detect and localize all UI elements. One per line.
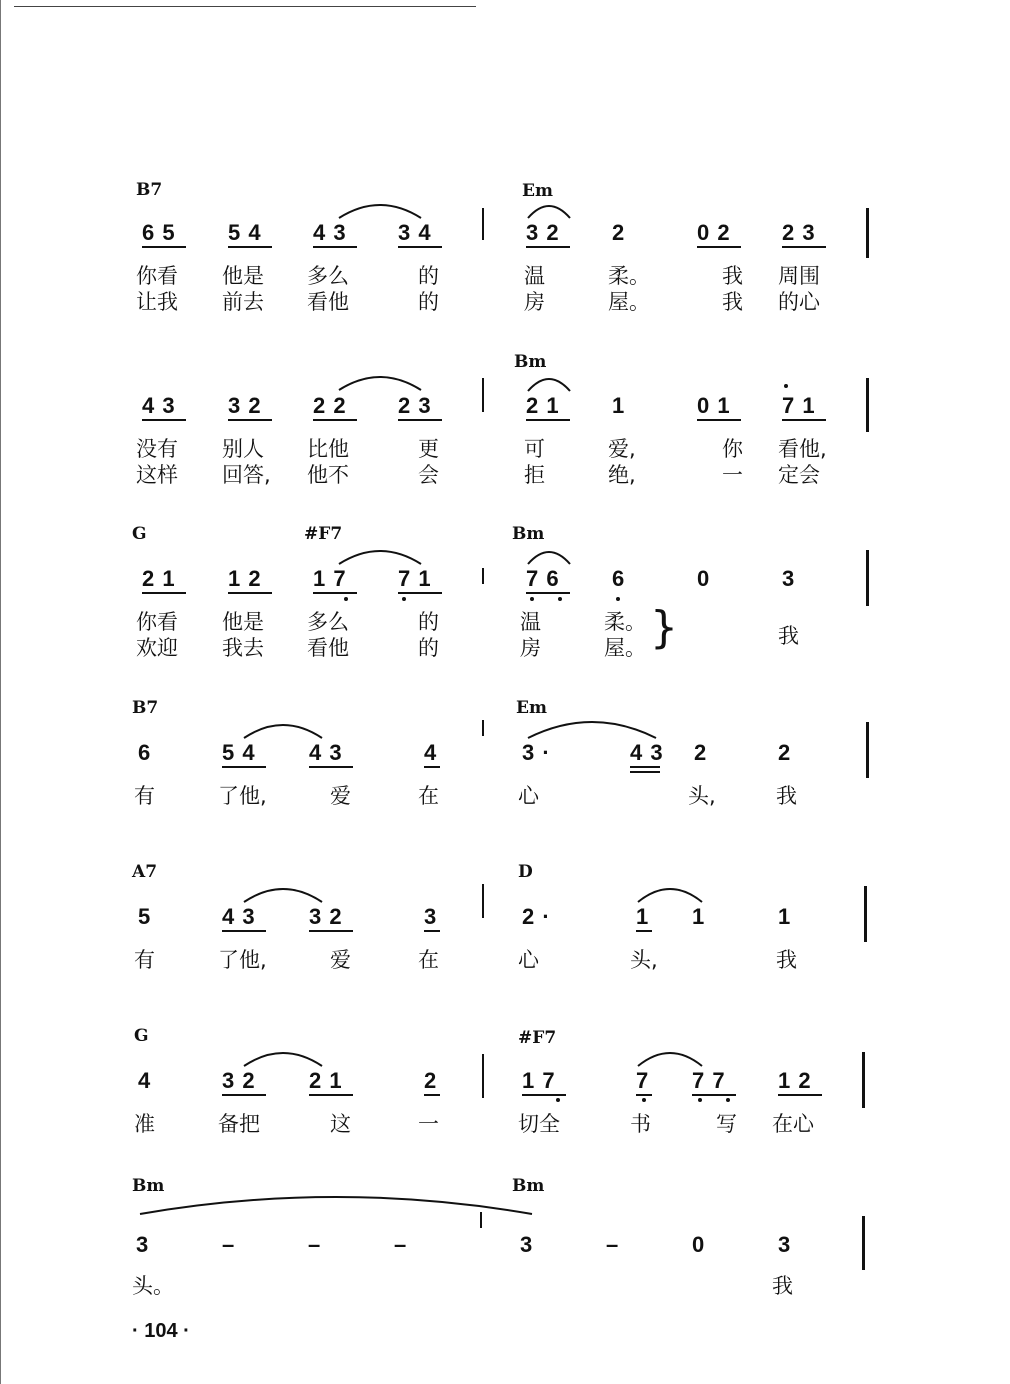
lyric: 头, [630,948,658,972]
note-group: 3 2 [309,904,343,929]
note-group: 3 [136,1232,150,1257]
lyric: 看他 [307,636,349,660]
note-dash: – [222,1232,236,1257]
lyric: 书 [630,1112,651,1136]
note-dash: – [308,1232,322,1257]
lyric: 房 [520,636,541,660]
chord: B7 [132,698,159,718]
chord: Bm [512,1176,545,1196]
note-group: 6 5 [142,220,176,245]
note-group: 4 3 [142,393,176,418]
chord: #F7 [304,524,343,544]
note-group: 7 [636,1068,650,1093]
barline [482,720,484,736]
lyric: 了他, [218,784,267,808]
note-group: 1 [778,904,792,929]
chord: #F7 [518,1028,557,1048]
underline [142,246,186,248]
lyric: 多么 [307,264,349,288]
barline [482,884,484,918]
note-group: 5 4 [222,740,256,765]
note-group: 4 [138,1068,152,1093]
lyric: 你 [722,437,743,461]
chord: G [134,1026,149,1046]
lyric: 心 [518,784,539,808]
lyric: 在 [418,948,439,972]
note-group: 3 [778,1232,792,1257]
underline [398,592,442,594]
note-group: 1 [636,904,650,929]
lyric: 你看 [136,610,178,634]
lyric: 看他, [778,437,827,461]
lyric: 心 [518,948,539,972]
lyric: 更 [418,437,439,461]
lyric: 的 [418,610,439,634]
slur [335,370,425,394]
lyric: 屋。 [608,290,650,314]
underline [697,419,741,421]
underline [398,246,442,248]
low-octave-dot [402,597,406,601]
barline [480,1212,482,1228]
lyric: 一 [722,463,743,487]
lyric: 他是 [222,610,264,634]
note-group: 7 1 [398,566,432,591]
underline [424,766,440,768]
note-group: 4 3 [222,904,256,929]
underline [697,246,741,248]
lyric: 屋。 [604,636,646,660]
underline [309,930,353,932]
underline [398,419,442,421]
lyric: 回答, [222,463,271,487]
lyric: 看他 [307,290,349,314]
slur [524,371,574,395]
lyric: 的 [418,636,439,660]
note-group: 1 [692,904,706,929]
lyric: 准 [134,1112,155,1136]
lyric: 没有 [136,437,178,461]
lyric: 我去 [222,636,264,660]
note-group: 2 [778,740,792,765]
chord: Bm [512,524,545,544]
note-group: 2 1 [526,393,560,418]
chord: Em [522,181,553,201]
note-group: 1 [612,393,626,418]
lyric: 他是 [222,264,264,288]
barline [866,378,869,432]
barline [866,550,869,606]
lyric: 在 [418,784,439,808]
lyric: 头, [688,784,716,808]
note-group: 5 [138,904,152,929]
lyric: 有 [134,784,155,808]
underline [636,1094,652,1096]
lyric: 柔。 [608,264,650,288]
low-octave-dot [726,1098,730,1102]
lyric: 他不 [307,463,349,487]
note-group: 0 2 [697,220,731,245]
lyric: 我 [722,264,743,288]
barline [482,208,484,240]
low-octave-dot [642,1098,646,1102]
underline [782,246,826,248]
lyric: 拒 [524,463,545,487]
note-group: 4 3 [309,740,343,765]
chord: Bm [514,352,547,372]
note-group: 1 2 [228,566,262,591]
lyric: 我 [772,1274,793,1298]
underline [526,419,570,421]
lyric: 有 [134,948,155,972]
barline [866,208,869,258]
note-group: 5 4 [228,220,262,245]
underline [222,930,266,932]
note-group: 1 7 [313,566,347,591]
underline [782,419,826,421]
lyric: 一 [418,1112,439,1136]
underline [142,419,186,421]
lyric: 柔。 [604,610,646,634]
low-octave-dot [558,597,562,601]
underline [228,592,272,594]
note-group: 0 [697,566,711,591]
barline [482,568,484,584]
note-group: 0 1 [697,393,731,418]
lyric: 爱 [330,948,351,972]
note-dash: – [606,1232,620,1257]
low-octave-dot [344,597,348,601]
lyric: 切全 [518,1112,560,1136]
lyric: 绝, [608,463,636,487]
top-rule [14,6,476,7]
low-octave-dot [530,597,534,601]
slur [524,714,660,742]
chord: A7 [132,862,158,882]
note-group: 3 4 [398,220,432,245]
lyric: 你看 [136,264,178,288]
left-edge-line [0,0,1,1384]
underline [222,1094,266,1096]
slur [524,544,574,568]
slur [240,718,326,742]
lyric: 会 [418,463,439,487]
note-group: 3 · [522,740,551,765]
chord: D [518,862,533,882]
barline [862,1052,865,1108]
chord: G [132,524,147,544]
lyric: 的心 [778,290,820,314]
underline [526,592,570,594]
lyric: 这样 [136,463,178,487]
underline [309,766,353,768]
underline [522,1094,566,1096]
underline [630,766,660,768]
lyric: 房 [524,290,545,314]
lyric: 温 [520,610,541,634]
note-group: 7 6 [526,566,560,591]
note-group: 4 [424,740,438,765]
right-brace-icon: } [650,602,678,653]
lyric: 多么 [307,610,349,634]
lyric: 温 [524,264,545,288]
lyric: 周围 [778,264,820,288]
note-group: 4 3 [313,220,347,245]
note-group: 1 2 [778,1068,812,1093]
underline [313,592,357,594]
lyric: 这 [330,1112,351,1136]
note-group: 6 [138,740,152,765]
underline [778,1094,822,1096]
note-group: 2 2 [313,393,347,418]
lyric: 我 [778,624,799,648]
lyric: 别人 [222,437,264,461]
note-group: 3 [424,904,438,929]
note-group: 3 2 [222,1068,256,1093]
page-number: · 104 · [132,1320,190,1342]
lyric: 的 [418,290,439,314]
lyric: 头。 [132,1274,174,1298]
lyric: 备把 [218,1112,260,1136]
note-group: 2 3 [782,220,816,245]
lyric: 让我 [136,290,178,314]
lyric: 在心 [772,1112,814,1136]
lyric: 我 [776,948,797,972]
lyric: 欢迎 [136,636,178,660]
note-group: 3 2 [228,393,262,418]
barline [866,722,869,778]
note-group: 3 [520,1232,534,1257]
lyric: 前去 [222,290,264,314]
note-group: 2 [694,740,708,765]
note-group: 0 [692,1232,706,1257]
lyric: 比他 [307,437,349,461]
underline [692,1094,736,1096]
lyric: 的 [418,264,439,288]
note-group: 2 · [522,904,551,929]
note-group: 2 [612,220,626,245]
underline [526,246,570,248]
lyric: 我 [776,784,797,808]
double-underline [630,771,660,773]
high-octave-dot [784,384,788,388]
underline [228,246,272,248]
note-group: 2 3 [398,393,432,418]
lyric: 爱 [330,784,351,808]
slur [335,544,425,568]
lyric: 可 [524,437,545,461]
note-group: 7 7 [692,1068,726,1093]
underline [222,766,266,768]
barline [864,886,867,942]
low-octave-dot [616,597,620,601]
lyric: 定会 [778,463,820,487]
note-dash: – [394,1232,408,1257]
low-octave-dot [698,1098,702,1102]
note-group: 2 1 [309,1068,343,1093]
note-group: 2 [424,1068,438,1093]
tie [136,1192,536,1218]
lyric: 了他, [218,948,267,972]
underline [142,592,186,594]
chord: Em [516,698,547,718]
barline [482,378,484,412]
note-group: 7 1 [782,393,816,418]
underline [424,930,440,932]
note-group: 1 7 [522,1068,556,1093]
lyric: 写 [716,1112,737,1136]
lyric: 爱, [608,437,636,461]
slur [240,1046,326,1070]
underline [309,1094,353,1096]
barline [482,1054,484,1098]
note-group: 3 [782,566,796,591]
note-group: 6 [612,566,626,591]
barline [862,1216,865,1270]
lyric: 我 [722,290,743,314]
slur [634,1046,706,1070]
slur [240,882,326,906]
underline [636,930,652,932]
underline [424,1094,440,1096]
low-octave-dot [556,1098,560,1102]
chord: B7 [136,180,163,200]
note-group: 4 3 [630,740,664,765]
slur [524,198,574,222]
underline [313,419,357,421]
underline [313,246,357,248]
underline [228,419,272,421]
note-group: 2 1 [142,566,176,591]
note-group: 3 2 [526,220,560,245]
chord: Bm [132,1176,165,1196]
slur [634,882,706,906]
slur [335,198,425,222]
